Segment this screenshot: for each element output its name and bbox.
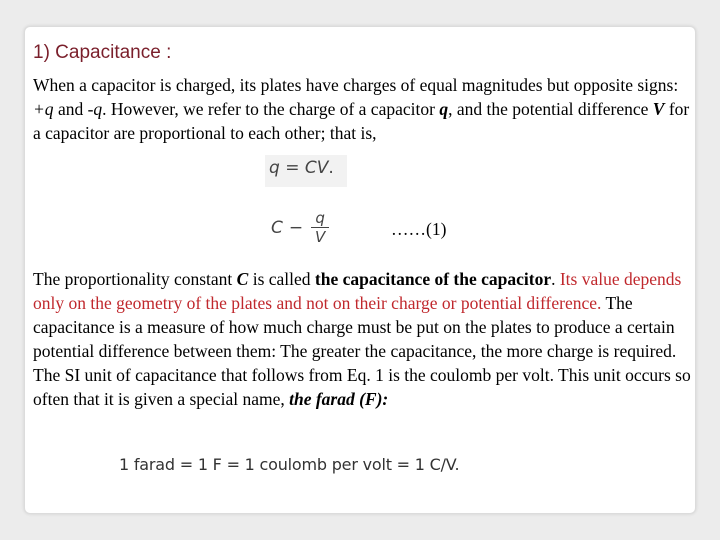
body-text-3: is called [248,269,315,289]
intro-voltage-symbol: V [652,99,665,119]
equation-capacitance-fraction [271,209,329,246]
eq2-operator: − [288,217,304,238]
eq2-fraction [311,209,329,246]
intro-text-5: . However, we refer to the charge of a capacitor [102,99,440,119]
body-text-7: The capacitance is a measure of how much charge must be put on the plates to produce a certain potential difference between them: The greater the capacitance, the more charge is required. [33,293,677,361]
intro-text-3: and [53,99,88,119]
body-farad-term: the farad (F): [289,389,389,409]
intro-text-7: , and the potential difference [448,99,653,119]
eq1-cv: CV [304,158,329,178]
body-text-1: The proportionality constant [33,269,237,289]
intro-charge-symbol: q [439,99,449,119]
intro-text-9: for a capacitor are proportional to each other; that is, [33,99,690,143]
body-highlight-text: Its value depends only on the geometry of the plates and not on their charge or potential difference. [33,269,682,313]
equation-farad-definition: 1 farad = 1 F = 1 coulomb per volt = 1 C/V. [119,455,460,474]
eq1-equals: = [279,158,305,178]
body-c-symbol: C [236,269,249,289]
intro-minus-q: -q [87,99,103,119]
eq2-c: C [271,217,283,238]
eq1-q: q [269,158,280,178]
body-text-8: The SI unit of capacitance that follows from Eq. 1 is the coulomb per volt. This unit occurs so often that it is given a special name, [33,365,691,409]
equation-number: ……(1) [391,219,447,239]
eq2-denominator: V [314,228,326,246]
intro-plus-q: +q [33,99,54,119]
body-text-5: . [551,269,560,289]
slide-title: 1) Capacitance : [33,42,172,63]
eq1-dot: . [328,158,334,178]
intro-paragraph [33,73,691,145]
intro-text-1: When a capacitor is charged, its plates have charges of equal magnitudes but opposite signs: [33,75,679,95]
equation-q-equals-cv [265,155,347,187]
body-paragraph [33,267,691,411]
eq2-numerator: q [315,209,325,227]
body-capacitance-term: the capacitance of the capacitor [314,269,552,289]
slide [24,26,696,514]
